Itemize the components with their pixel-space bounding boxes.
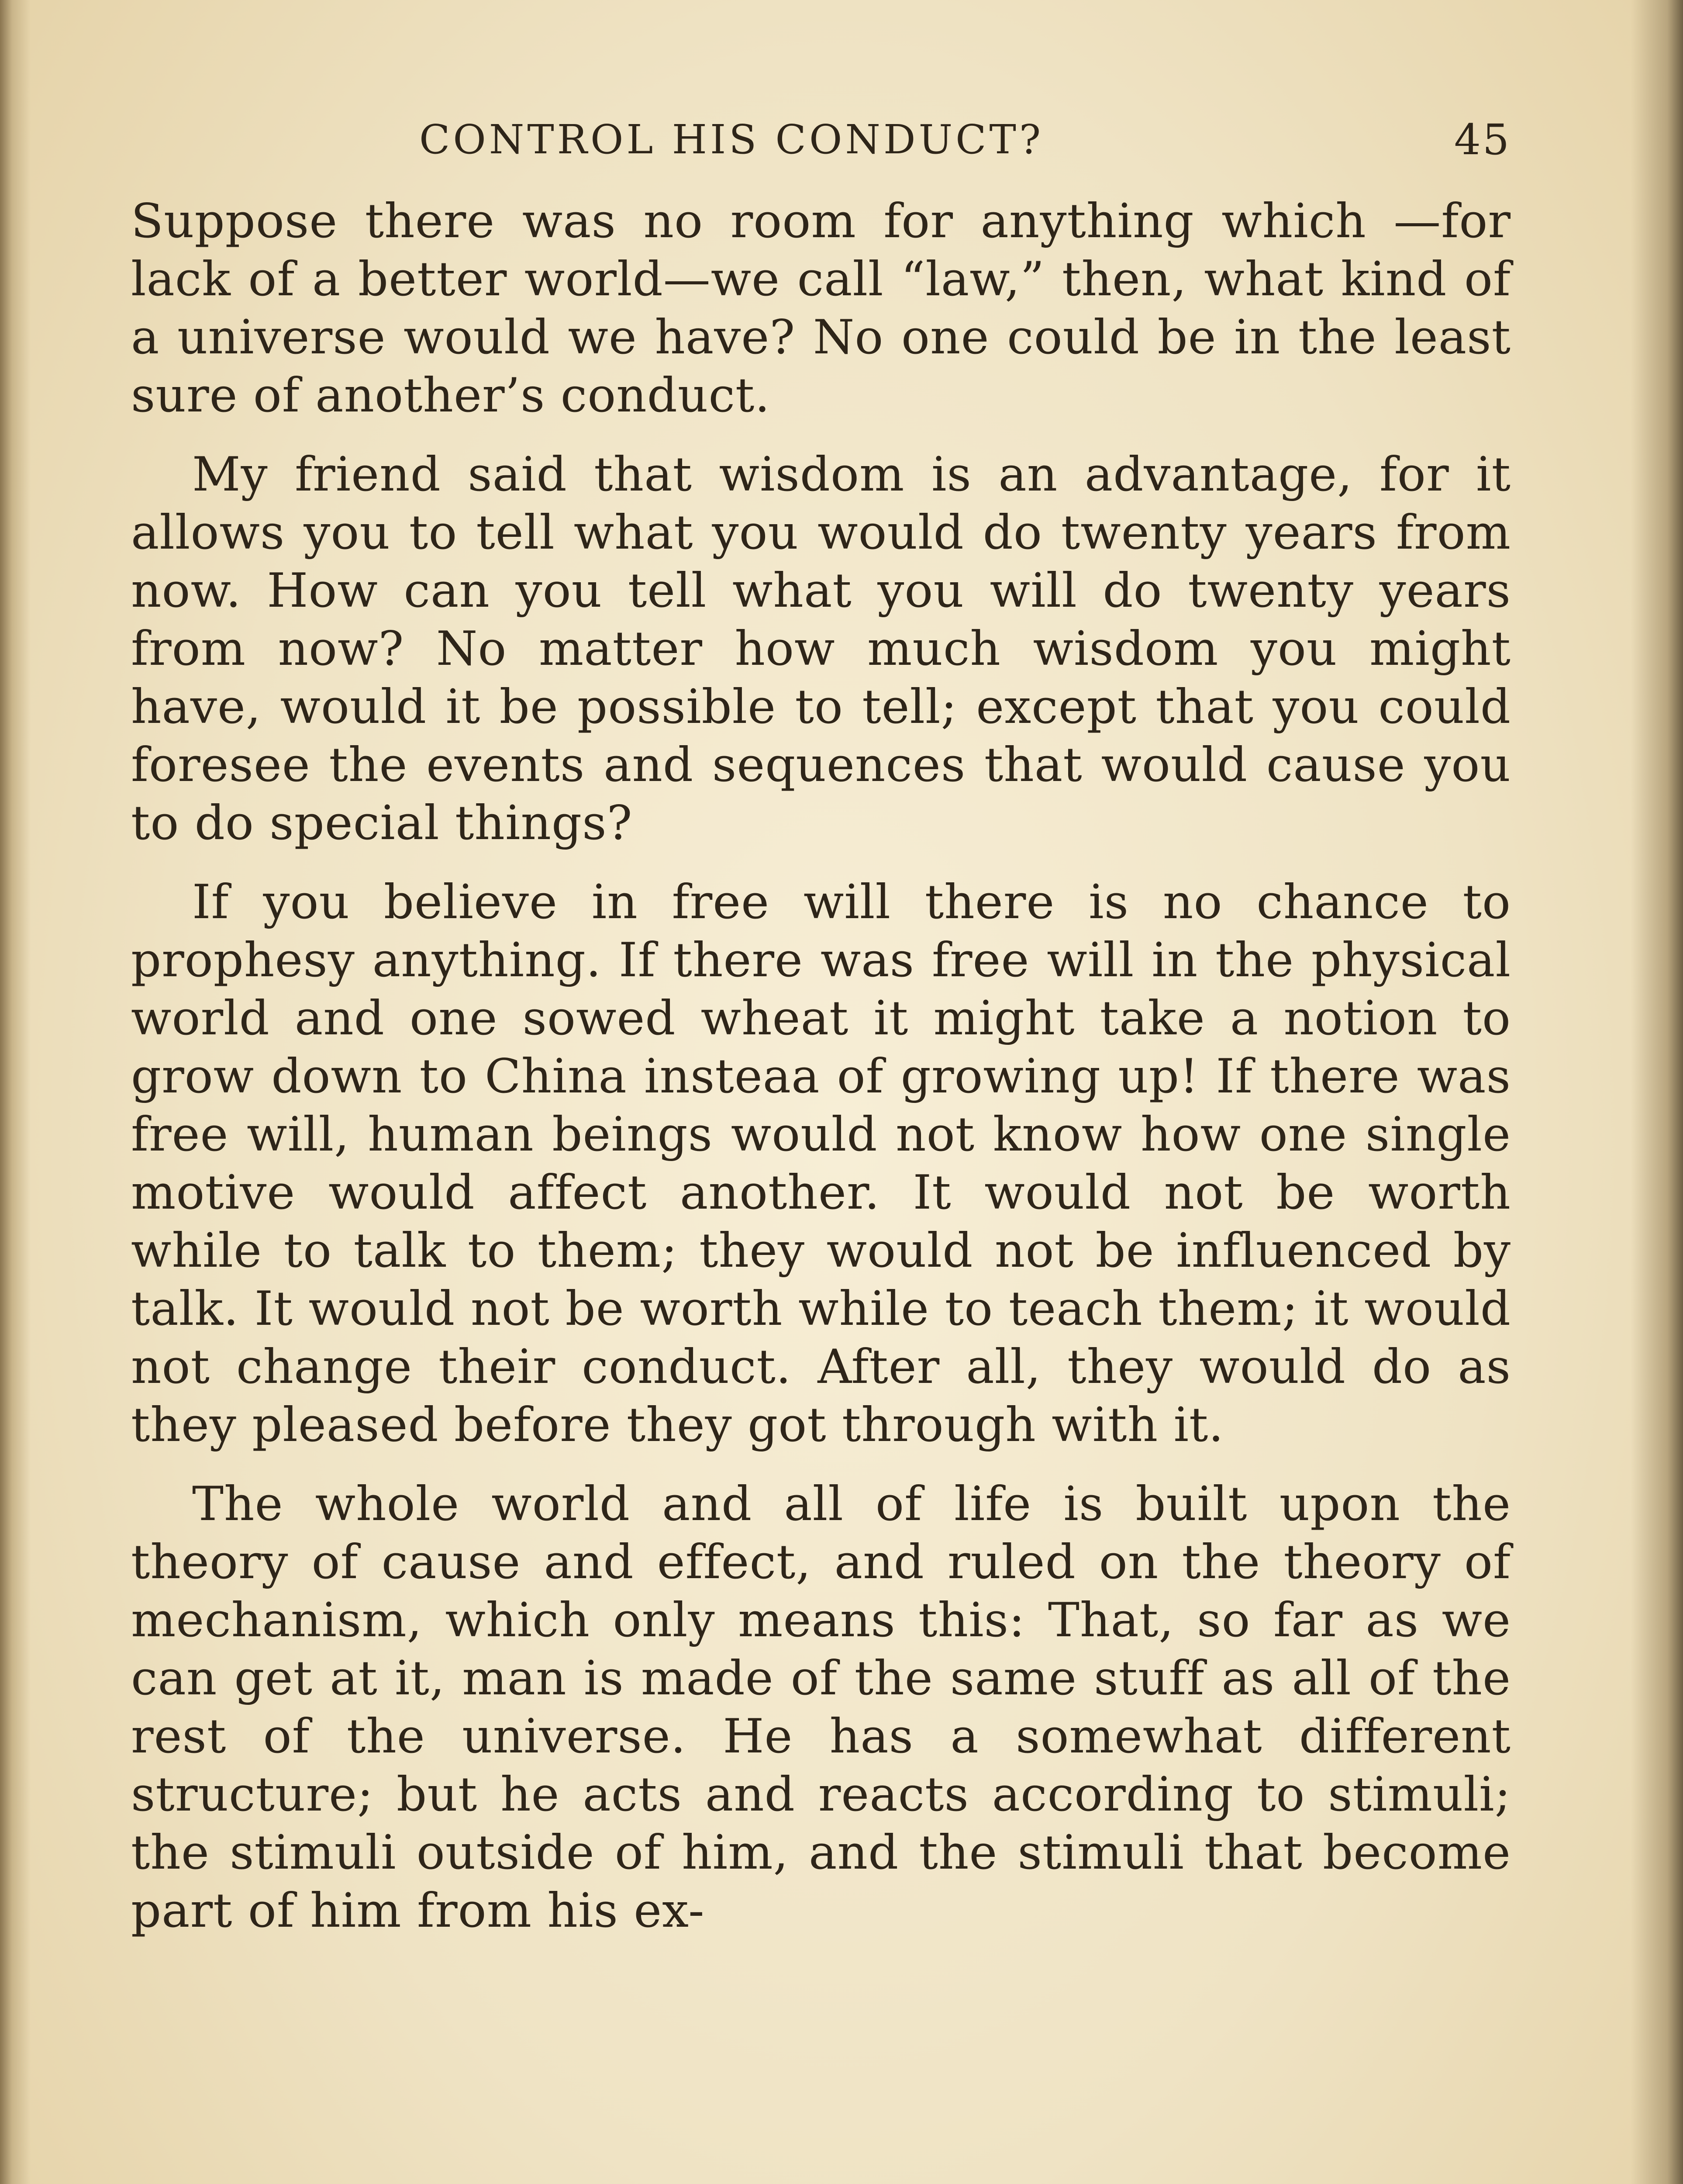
- paragraph-1: Suppose there was no room for anything which —for lack of a better world—we call “law,” then, what kind of a universe would we have? No one could be in the least sure of another’s conduct.: [131, 194, 1511, 423]
- page-edge-shadow: [1631, 0, 1683, 2184]
- paragraph-2: My friend said that wisdom is an advantage, for it allows you to tell what you would do twenty years from now. How can you tell what you will do twenty years from now? No matter how much wisdom you might have, would it be possible to tell; except that you could foresee the events and sequences that would cause you to do special things?: [131, 447, 1511, 850]
- spine-shadow: [0, 0, 31, 2184]
- body-text: [131, 192, 1511, 1961]
- page-number: 45: [1454, 115, 1511, 164]
- running-head: CONTROL HIS CONDUCT?: [419, 116, 1044, 163]
- paragraph-4: The whole world and all of life is built upon the theory of cause and effect, and ruled on the theory of mechanism, which only means this: That, so far as we can get at it, man is made of the same stuff as all of the rest of the universe. He has a somewhat different structure; but he acts and reacts according to stimuli; the stimuli outside of him, and the stimuli that become part of him from his ex-: [131, 1477, 1511, 1938]
- paragraph-3: If you believe in free will there is no chance to prophesy anything. If there was free will in the physical world and one sowed wheat it might take a notion to grow down to China insteaa of growing up! If there was free will, human beings would not know how one single motive would affect another. It would not be worth while to talk to them; they would not be influenced by talk. It would not be worth while to teach them; it would not change their conduct. After all, they would do as they pleased before they got through with it.: [131, 875, 1511, 1452]
- page-header: [131, 109, 1511, 170]
